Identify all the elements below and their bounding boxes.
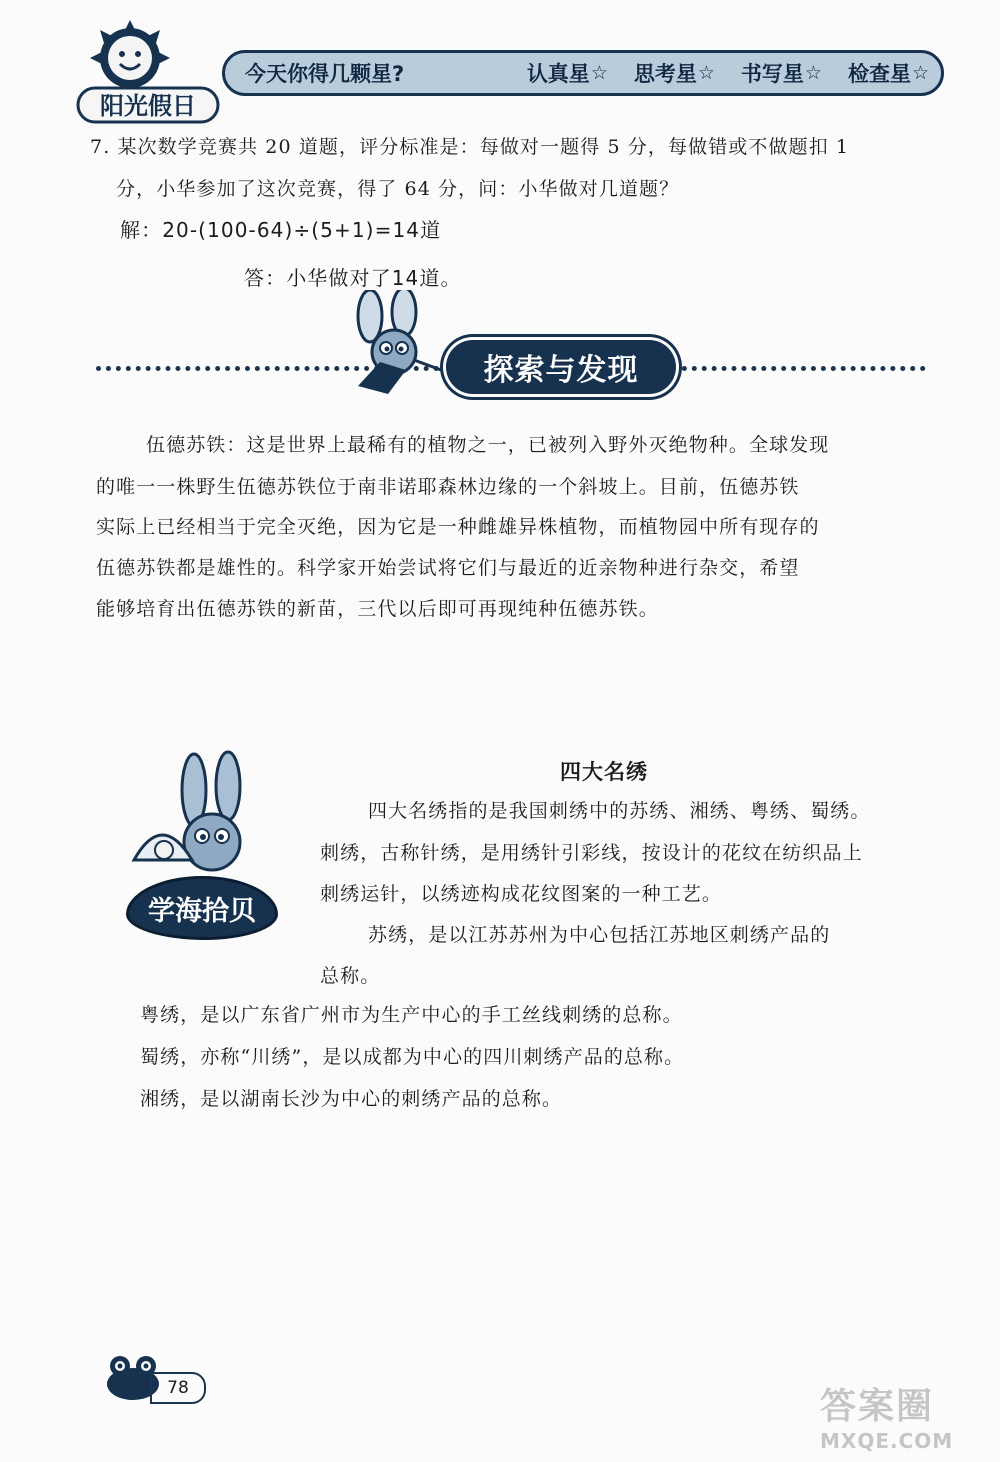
star-label: 检查星 [847, 62, 911, 86]
star-label: 认真星 [526, 62, 590, 86]
star-chip-jiancha[interactable] [848, 58, 929, 88]
xuehai-badge: 学海拾贝 [126, 876, 278, 940]
article-title: 四大名绣 [560, 760, 648, 784]
star-label: 书写星 [740, 62, 804, 86]
solution-line: 解：20-(100-64)÷(5+1)=14道 [120, 218, 442, 242]
header-question: 今天你得几颗星? [245, 62, 405, 86]
watermark-text: 答案圈 [820, 1386, 935, 1427]
star-outline-icon: ☆ [590, 62, 608, 84]
explore-line-4: 伍德苏铁都是雄性的。科学家开始尝试将它们与最近的近亲物种进行杂交，希望 [96, 557, 800, 579]
article-line-5: 总称。 [320, 965, 381, 987]
explore-line-1: 伍德苏铁：这是世界上最稀有的植物之一，已被列入野外灭绝物种。全球发现 [146, 434, 830, 456]
explore-line-2: 的唯一一株野生伍德苏铁位于南非诺耶森林边缘的一个斜坡上。目前，伍德苏铁 [96, 476, 800, 498]
star-chip-shuxie[interactable] [741, 58, 822, 88]
header-star-bar [222, 50, 944, 96]
explore-line-3: 实际上已经相当于完全灭绝，因为它是一种雌雄异株植物，而植物园中所有现存的 [96, 516, 820, 538]
star-outline-icon: ☆ [911, 62, 929, 84]
star-rating-list [527, 58, 929, 88]
page-number: 78 [150, 1372, 206, 1404]
brand-text: 阳光假日 [100, 92, 196, 120]
problem-line-2: 分，小华参加了这次竞赛，得了 64 分，问：小华做对几道题？ [116, 178, 680, 200]
article-line-2: 刺绣，古称针绣，是用绣针引彩线，按设计的花纹在纺织品上 [320, 842, 863, 864]
article-line-6: 粤绣，是以广东省广州市为生产中心的手工丝线刺绣的总称。 [140, 1004, 683, 1026]
star-label: 思考星 [633, 62, 697, 86]
article-line-1: 四大名绣指的是我国刺绣中的苏绣、湘绣、粤绣、蜀绣。 [368, 800, 871, 822]
article-line-3: 刺绣运针，以绣迹构成花纹图案的一种工艺。 [320, 883, 723, 905]
problem-line-1: 7. 某次数学竞赛共 20 道题，评分标准是：每做对一题得 5 分，每做错或不做题扣 1 [90, 136, 850, 158]
answer-line: 答：小华做对了14道。 [244, 266, 462, 290]
star-outline-icon: ☆ [697, 62, 715, 84]
article-line-8: 湘绣，是以湖南长沙为中心的刺绣产品的总称。 [140, 1088, 563, 1110]
star-outline-icon: ☆ [804, 62, 822, 84]
star-chip-renzhen[interactable] [527, 58, 608, 88]
watermark-url: MXQE.COM [820, 1429, 954, 1453]
star-chip-sikao[interactable] [634, 58, 715, 88]
explore-line-5: 能够培育出伍德苏铁的新苗，三代以后即可再现纯种伍德苏铁。 [96, 598, 659, 620]
sun-logo-icon [70, 18, 220, 128]
section-title-explore: 探索与发现 [446, 340, 676, 394]
watermark [820, 1378, 1000, 1462]
mosquito-mascot-icon [328, 290, 468, 402]
article-line-7: 蜀绣，亦称“川绣”，是以成都为中心的四川刺绣产品的总称。 [140, 1046, 685, 1068]
article-line-4: 苏绣，是以江苏苏州为中心包括江苏地区刺绣产品的 [368, 924, 831, 946]
